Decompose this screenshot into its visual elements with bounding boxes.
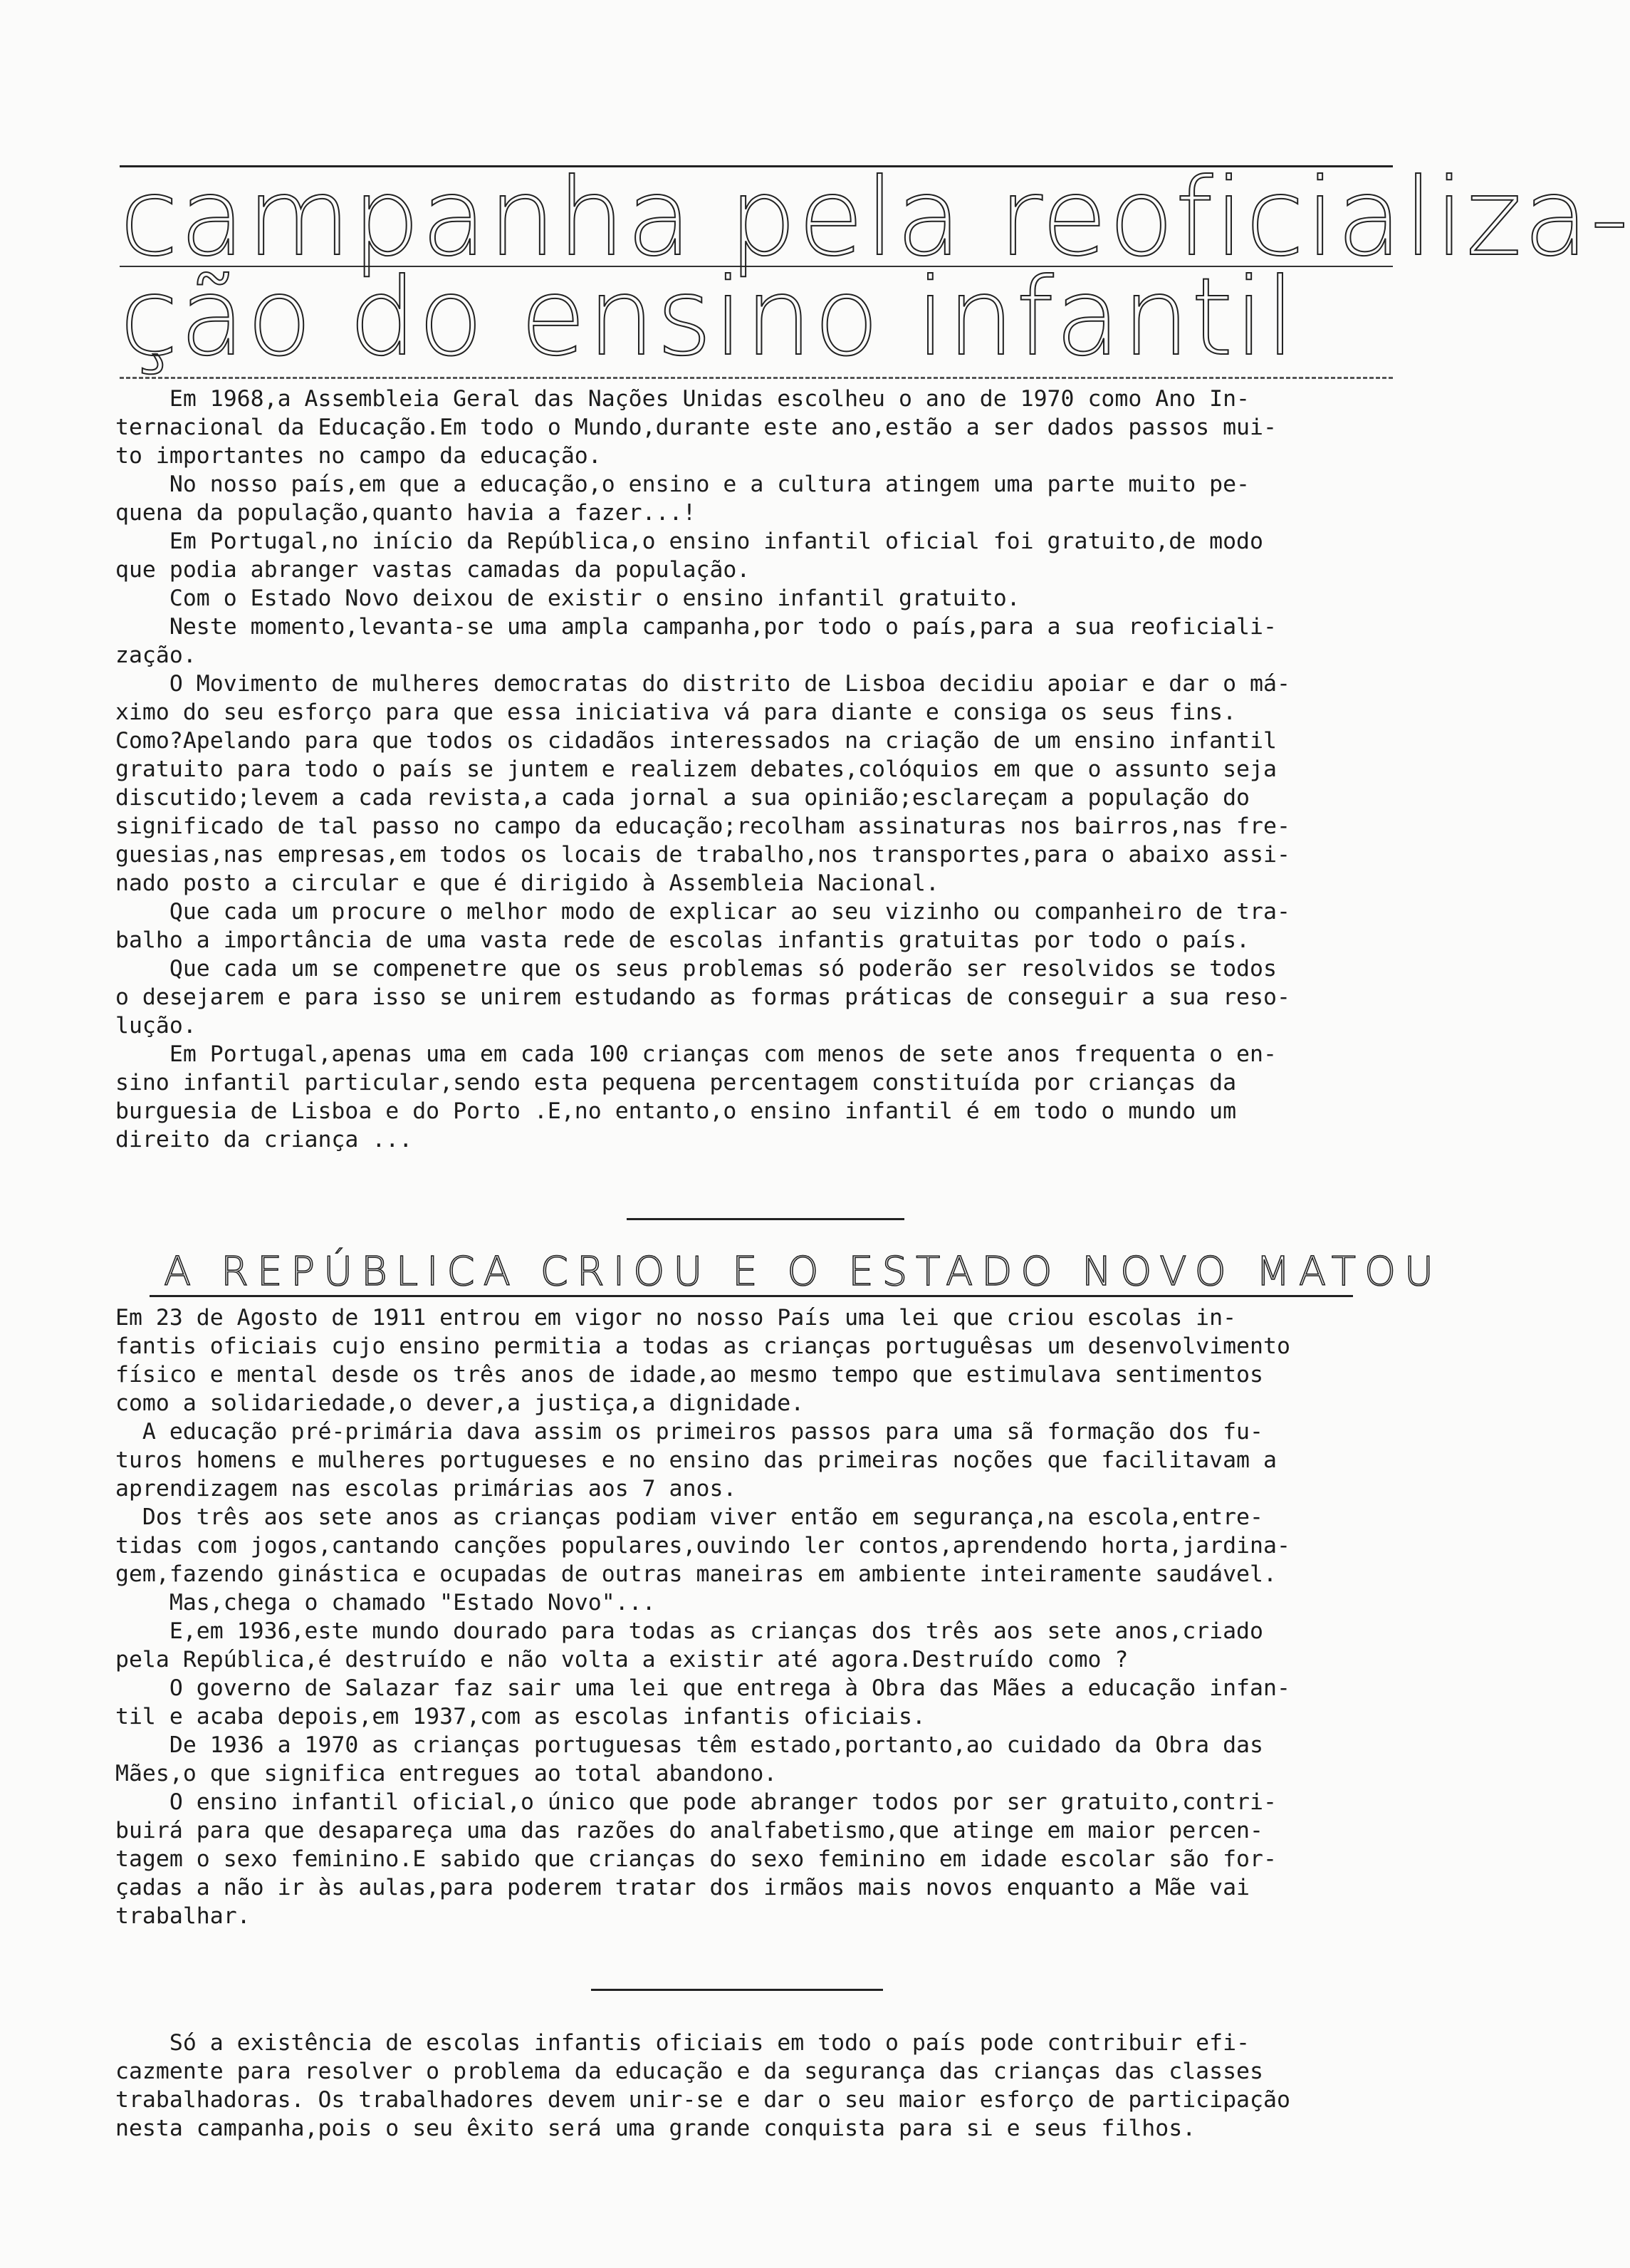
title-line-2: ção do ensino infantil: [120, 256, 1297, 380]
section-heading: [150, 1248, 1443, 1297]
intro-paragraphs: Em 1968,a Assembleia Geral das Nações Unidas escolheu o ano de 1970 como Ano In- ternacional da Educação.Em todo o Mundo,durante este ano,estão a ser dados passos mui- to importantes no campo da educação. No nosso país,em que a educação,o ensino e a cultura atingem uma parte muito pe- quena da população,quanto havia a fazer...! Em Portugal,no início da República,o ensino infantil oficial foi gratuito,de modo que podia abranger vastas camadas da população. Com o Estado Novo deixou de existir o ensino infantil gratuito. Neste momento,levanta-se uma ampla campanha,por todo o país,para a sua reoficiali- zação. O Movimento de mulheres democratas do distrito de Lisboa decidiu apoiar e dar o má- ximo do seu esforço para que essa iniciativa vá para diante e consiga os seus fins. Como?Apelando para que todos os cidadãos interessados na criação de um ensino infantil gratuito para todo o país se juntem e realizem debates,colóquios em que o assunto seja discutido;levem a cada revista,a cada jornal a sua opinião;esclareçam a população do significado de tal passo no campo da educação;recolham assinaturas nos bairros,nas fre- guesias,nas empresas,em todos os locais de trabalho,nos transportes,para o abaixo assi- nado posto a circular e que é dirigido à Assembleia Nacional. Que cada um procure o melhor modo de explicar ao seu vizinho ou companheiro de tra- balho a importância de uma vasta rede de escolas infantis gratuitas por todo o país. Que cada um se compenetre que os seus problemas só poderão ser resolvidos se todos o desejarem e para isso se unirem estudando as formas práticas de conseguir a sua reso- lução. Em Portugal,apenas uma em cada 100 crianças com menos de sete anos frequenta o en- sino infantil particular,sendo esta pequena percentagem constituída por crianças da burguesia de Lisboa e do Porto .E,no entanto,o ensino infantil é em todo o mundo um direito da criança ...: [115, 386, 1290, 1153]
title-line-1: campanha pela reoficializa-: [120, 156, 1630, 280]
closing-paragraph: Só a existência de escolas infantis oficiais em todo o país pode contribuir efi- cazmente para resolver o problema da educação e da segurança das crianças das classes trabalhadoras. Os trabalhadores devem unir-se e dar o seu maior esforço de participação nesta campanha,pois o seu êxito será uma grande conquista para si e seus filhos.: [115, 2030, 1290, 2141]
divider-rule: [591, 1989, 883, 1991]
section-heading-text: A REPÚBLICA CRIOU E O ESTADO NOVO MATOU: [164, 1249, 1443, 1295]
title-banner: [120, 156, 1630, 380]
divider-rule: [627, 1218, 904, 1220]
section-paragraphs: Em 23 de Agosto de 1911 entrou em vigor no nosso País uma lei que criou escolas in- fantis oficiais cujo ensino permitia a todas as crianças portuguêsas um desenvolvimento físico e mental desde os três anos de idade,ao mesmo tempo que estimulava sentimentos como a solidariedade,o dever,a justiça,a dignidade. A educação pré-primária dava assim os primeiros passos para uma sã formação dos fu- turos homens e mulheres portugueses e no ensino das primeiras noções que facilitavam a aprendizagem nas escolas primárias aos 7 anos. Dos três aos sete anos as crianças podiam viver então em segurança,na escola,entre- tidas com jogos,cantando canções populares,ouvindo ler contos,aprendendo horta,jardina- gem,fazendo ginástica e ocupadas de outras maneiras em ambiente inteiramente saudável. Mas,chega o chamado "Estado Novo"... E,em 1936,este mundo dourado para todas as crianças dos três aos sete anos,criado pela República,é destruído e não volta a existir até agora.Destruído como ? O governo de Salazar faz sair uma lei que entrega à Obra das Mães a educação infan- til e acaba depois,em 1937,com as escolas infantis oficiais. De 1936 a 1970 as crianças portuguesas têm estado,portanto,ao cuidado da Obra das Mães,o que significa entregues ao total abandono. O ensino infantil oficial,o único que pode abranger todos por ser gratuito,contri- buirá para que desapareça uma das razões do analfabetismo,que atinge em maior percen- tagem o sexo feminino.E sabido que crianças do sexo feminino em idade escolar são for- çadas a não ir às aulas,para poderem tratar dos irmãos mais novos enquanto a Mãe vai trabalhar.: [115, 1305, 1290, 1929]
